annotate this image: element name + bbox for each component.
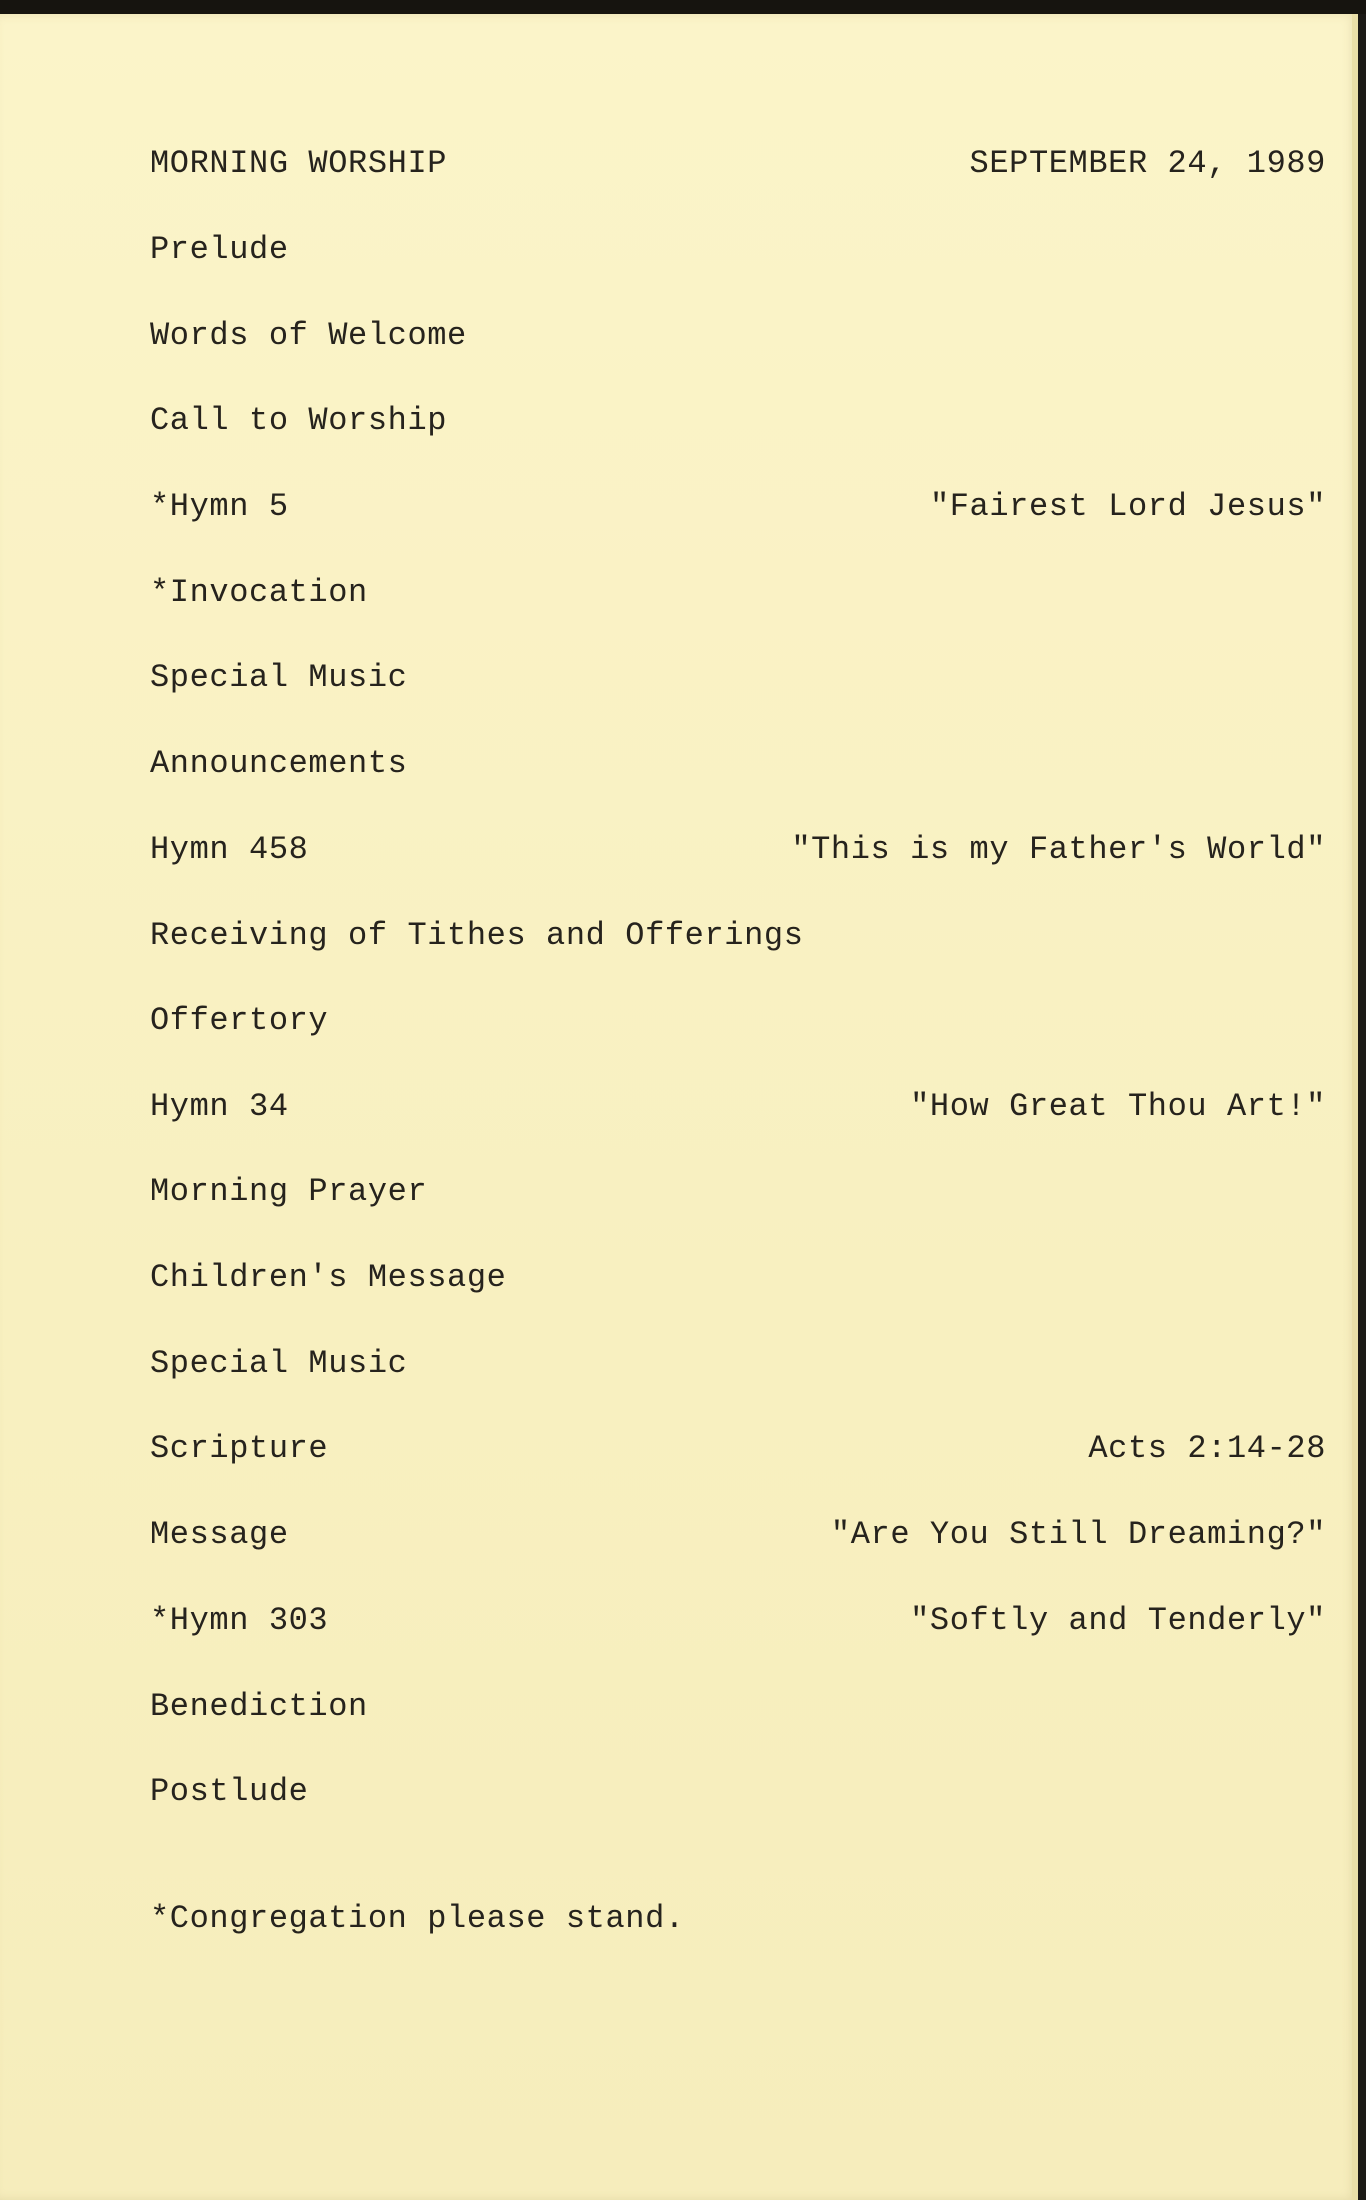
service-item-name: Postlude <box>150 1773 309 1810</box>
service-item-name: Prelude <box>150 231 289 268</box>
service-item-detail: "How Great Thou Art!" <box>910 1088 1326 1125</box>
service-item <box>150 745 1326 785</box>
service-item <box>150 917 1326 957</box>
service-item-name: Call to Worship <box>150 402 448 439</box>
service-item-detail: "Softly and Tenderly" <box>910 1602 1326 1639</box>
service-item-name: *Hymn 303 <box>150 1602 329 1639</box>
service-item <box>150 1688 1326 1728</box>
service-item-name: Hymn 458 <box>150 831 309 868</box>
service-item-name: Announcements <box>150 745 408 782</box>
scan-top-border <box>0 0 1366 14</box>
service-date: SEPTEMBER 24, 1989 <box>969 145 1326 182</box>
bulletin-header <box>150 145 1326 185</box>
service-item <box>150 1345 1326 1385</box>
service-item <box>150 231 1326 271</box>
page-edge <box>1352 14 1358 2200</box>
service-item-detail: "Are You Still Dreaming?" <box>830 1516 1326 1553</box>
service-item <box>150 1088 1326 1128</box>
service-item-name: Words of Welcome <box>150 317 467 354</box>
service-item <box>150 317 1326 357</box>
service-item-name: Morning Prayer <box>150 1173 428 1210</box>
service-item <box>150 1173 1326 1213</box>
service-item <box>150 1516 1326 1556</box>
service-item-detail: "This is my Father's World" <box>791 831 1326 868</box>
service-item <box>150 1259 1326 1299</box>
service-item-name: Message <box>150 1516 289 1553</box>
service-item-name: *Invocation <box>150 574 368 611</box>
service-item-detail: Acts 2:14-28 <box>1088 1430 1326 1467</box>
service-item-name: Offertory <box>150 1002 329 1039</box>
service-item <box>150 488 1326 528</box>
service-item-name: Scripture <box>150 1430 329 1467</box>
service-item <box>150 1602 1326 1642</box>
service-item-name: *Hymn 5 <box>150 488 289 525</box>
service-item <box>150 659 1326 699</box>
service-item <box>150 402 1326 442</box>
service-item-name: Special Music <box>150 659 408 696</box>
service-title: MORNING WORSHIP <box>150 145 448 182</box>
service-item-name: Benediction <box>150 1688 368 1725</box>
service-item-name: Children's Message <box>150 1259 507 1296</box>
service-item <box>150 1773 1326 1813</box>
service-item-name: Receiving of Tithes and Offerings <box>150 917 804 954</box>
standing-footnote: *Congregation please stand. <box>150 1900 685 1937</box>
service-item <box>150 574 1326 614</box>
service-item <box>150 1430 1326 1470</box>
service-item <box>150 831 1326 871</box>
service-item-detail: "Fairest Lord Jesus" <box>929 488 1326 525</box>
service-item <box>150 1002 1326 1042</box>
service-item-name: Special Music <box>150 1345 408 1382</box>
service-item-name: Hymn 34 <box>150 1088 289 1125</box>
